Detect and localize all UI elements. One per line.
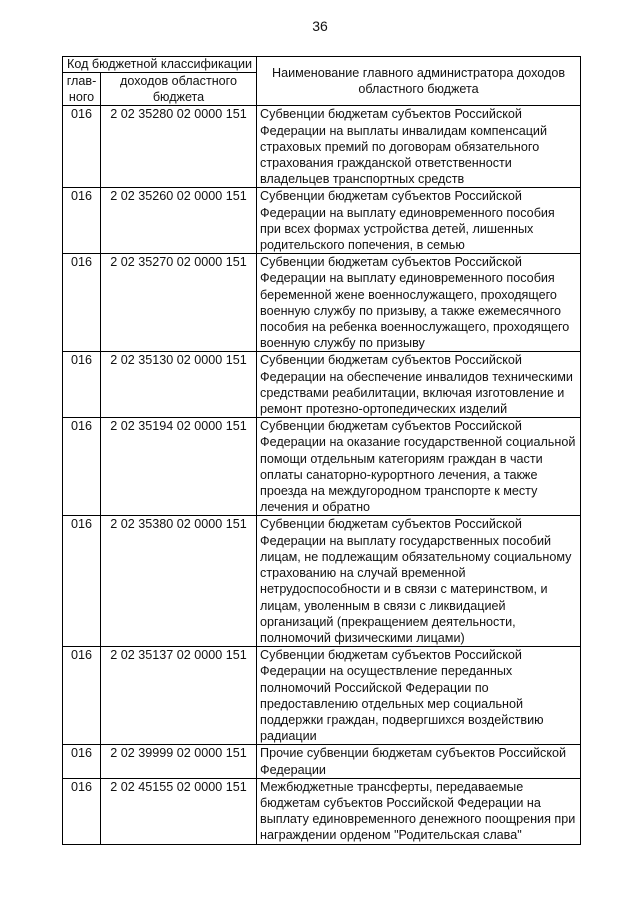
description-cell: Субвенции бюджетам субъектов Российской Федерации на обеспечение инвалидов техническими средствами реабилитации, включая изготовление и ремонт протезно-ортопедических изделий [257,352,581,418]
admin-code-cell: 016 [63,418,101,516]
description-cell: Межбюджетные трансферты, передаваемые бюджетам субъектов Российской Федерации на выплату единовременного денежного поощрения при награждении орденом "Родительская слава" [257,778,581,844]
admin-code-cell: 016 [63,778,101,844]
description-cell: Субвенции бюджетам субъектов Российской Федерации на выплату государственных пособий лицам, не подлежащим обязательному социальному страхованию на случай временной нетрудоспособности и в связи с материнством, и лицам, уволенным в связи с ликвидацией организаций (прекращением деятельности, полномочий физическими лицами) [257,516,581,647]
income-code-cell: 2 02 35270 02 0000 151 [101,254,257,352]
admin-code-cell: 016 [63,188,101,254]
table-row [63,647,581,745]
admin-code-cell: 016 [63,745,101,778]
description-cell: Субвенции бюджетам субъектов Российской Федерации на оказание государственной социальной помощи отдельным категориям граждан в части оплаты санаторно-курортного лечения, а также проезда на междугородном транспорте к месту лечения и обратно [257,418,581,516]
table-row [63,778,581,844]
table-row [63,745,581,778]
description-cell: Прочие субвенции бюджетам субъектов Российской Федерации [257,745,581,778]
income-code-cell: 2 02 39999 02 0000 151 [101,745,257,778]
admin-code-cell: 016 [63,254,101,352]
header-administrator-name: Наименование главного администратора доходов областного бюджета [257,57,581,106]
table-row [63,516,581,647]
description-cell: Субвенции бюджетам субъектов Российской Федерации на выплату единовременного пособия при всех формах устройства детей, лишенных родительского попечения, в семью [257,188,581,254]
admin-code-cell: 016 [63,352,101,418]
header-admin-code: глав-ного [63,73,101,106]
description-cell: Субвенции бюджетам субъектов Российской Федерации на осуществление переданных полномочий Российской Федерации по предоставлению отдельных мер социальной поддержки граждан, подвергшихся воздействию радиации [257,647,581,745]
description-cell: Субвенции бюджетам субъектов Российской Федерации на выплату единовременного пособия беременной жене военнослужащего, проходящего военную службу по призыву, а также ежемесячного пособия на ребенка военнослужащего, проходящего военную службу по призыву [257,254,581,352]
table-row [63,352,581,418]
income-code-cell: 2 02 45155 02 0000 151 [101,778,257,844]
income-code-cell: 2 02 35130 02 0000 151 [101,352,257,418]
table-body [63,106,581,844]
table-row [63,254,581,352]
page-number: 36 [312,18,328,34]
admin-code-cell: 016 [63,516,101,647]
admin-code-cell: 016 [63,647,101,745]
income-code-cell: 2 02 35137 02 0000 151 [101,647,257,745]
income-code-cell: 2 02 35280 02 0000 151 [101,106,257,188]
table-row [63,188,581,254]
description-cell: Субвенции бюджетам субъектов Российской Федерации на выплаты инвалидам компенсаций страховых премий по договорам обязательного страхования гражданской ответственности владельцев транспортных средств [257,106,581,188]
table-row [63,106,581,188]
table-row [63,418,581,516]
budget-classification-table [62,56,581,845]
header-income-code: доходов областного бюджета [101,73,257,106]
income-code-cell: 2 02 35380 02 0000 151 [101,516,257,647]
income-code-cell: 2 02 35194 02 0000 151 [101,418,257,516]
header-budget-classification-code: Код бюджетной классификации [63,57,257,73]
admin-code-cell: 016 [63,106,101,188]
income-code-cell: 2 02 35260 02 0000 151 [101,188,257,254]
